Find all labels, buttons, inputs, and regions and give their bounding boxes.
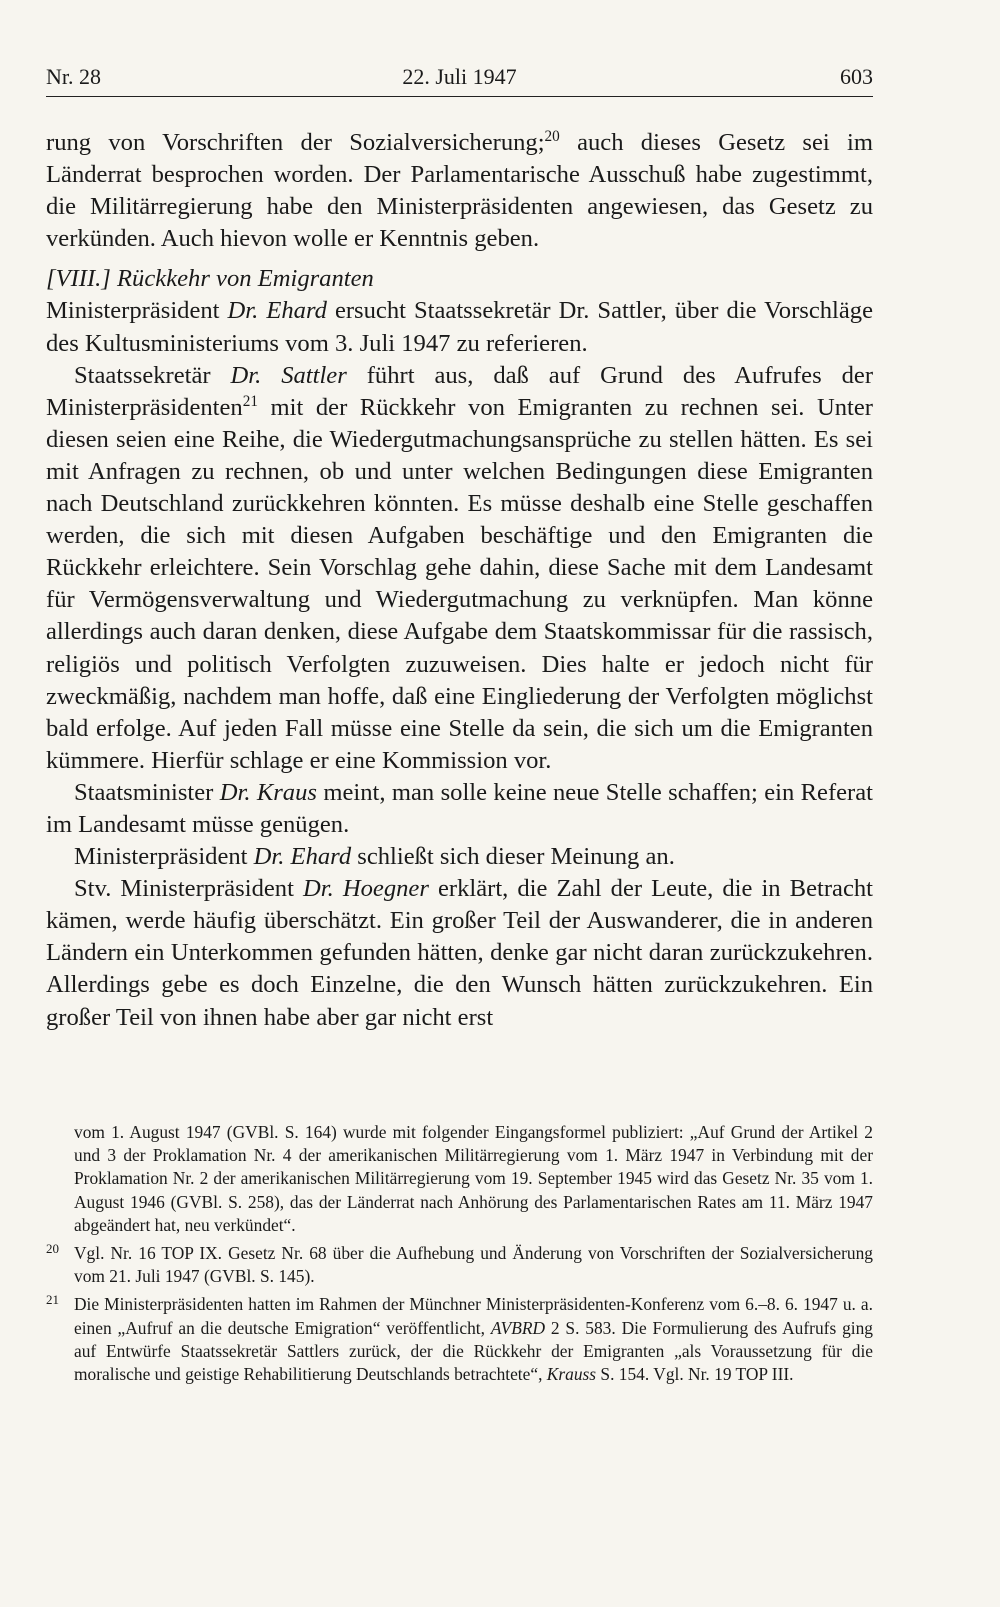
person-name: Dr. Hoegner	[303, 875, 429, 903]
footnote-ref-21[interactable]: 21	[242, 392, 258, 410]
footnote-number: 20	[46, 1241, 59, 1257]
header-date: 22. Juli 1947	[402, 64, 517, 89]
person-name: Dr. Ehard	[253, 843, 352, 871]
footnote-20: 20 Vgl. Nr. 16 TOP IX. Gesetz Nr. 68 über die Aufhebung und Änderung von Vorschriften der Sozialversicherung vom 21. Juli 1947 (GVBl. S. 145).	[46, 1242, 873, 1288]
person-name: Dr. Kraus	[219, 778, 317, 806]
section-heading	[46, 263, 873, 295]
footnotes	[46, 1121, 873, 1386]
page-number: 603	[840, 64, 873, 89]
paragraph: Staatsminister Dr. Kraus meint, man solle keine neue Stelle schaffen; ein Referat im Landesamt müsse genügen.	[46, 778, 873, 838]
running-header	[46, 60, 873, 97]
section-number: [VIII.]	[46, 265, 111, 293]
footnote-number: 21	[46, 1292, 59, 1308]
footnote-21: 21 Die Ministerpräsidenten hatten im Rahmen der Münchner Ministerpräsidenten-Konferenz vom 6.–8. 6. 1947 u. a. einen „Aufruf an die deutsche Emigration“ veröffentlicht, AVBRD 2 S. 583. Die Formulierung des Aufrufs ging auf Entwürfe Staatssekretär Sattlers zurück, der die Rückkehr der Emigranten „als Voraussetzung für die moralische und geistige Rehabilitierung Deutschlands betrachtete“, Krauss S. 154. Vgl. Nr. 19 TOP III.	[46, 1293, 873, 1386]
section-title: Rückkehr von Emigranten	[110, 265, 374, 293]
citation-abbrev: AVBRD	[490, 1317, 546, 1338]
paragraph: rung von Vorschriften der Sozialversicherung;$^{20}$ auch dieses Gesetz sei im Länderrat besprochen worden. Der Parlamentarische Ausschuß habe zugestimmt, die Militärregierung habe den Ministerpräsidenten angewiesen, das Gesetz zu verkünden. Auch hievon wolle er Kenntnis geben.	[46, 127, 873, 253]
main-text	[46, 127, 873, 1034]
paragraph: Ministerpräsident Dr. Ehard ersucht Staatssekretär Dr. Sattler, über die Vorschläge des Kultusministeriums vom 3. Juli 1947 zu referieren.	[46, 297, 873, 357]
paragraph: Stv. Ministerpräsident Dr. Hoegner erklärt, die Zahl der Leute, die in Betracht kämen, werde häufig überschätzt. Ein großer Teil der Auswanderer, die in anderen Ländern ein Unterkommen gefunden hätten, denke gar nicht daran zurückzukehren. Allerdings gebe es doch Einzelne, die den Wunsch hätten zurückzukehren. Ein großer Teil von ihnen habe aber gar nicht erst	[46, 875, 873, 1031]
citation-author: Krauss	[546, 1364, 597, 1385]
footnote-continuation: vom 1. August 1947 (GVBl. S. 164) wurde mit folgender Eingangsformel publiziert: „Auf Grund der Artikel 2 und 3 der Proklamation Nr. 4 der amerikanischen Militärregierung vom 1. März 1947 in Verbindung mit der Proklamation Nr. 2 der amerikanischen Militärregierung vom 19. September 1945 wird das Gesetz Nr. 35 vom 1. August 1946 (GVBl. S. 258), das der Länderrat nach Anhörung des Parlamentarischen Rates am 11. März 1947 abgeändert hat, neu verkündet“.	[74, 1122, 873, 1235]
person-name: Dr. Ehard	[227, 297, 327, 325]
issue-number: Nr. 28	[46, 64, 101, 89]
paragraph: Ministerpräsident Dr. Ehard schließt sich dieser Meinung an.	[74, 843, 675, 871]
person-name: Dr. Sattler	[230, 361, 347, 389]
footnote-ref-20[interactable]: 20	[544, 127, 560, 145]
paragraph: Staatssekretär Dr. Sattler führt aus, daß auf Grund des Aufrufes der Ministerpräsidenten$^{21}$ mit der Rückkehr von Emigranten zu rechnen sei. Unter diesen seien eine Reihe, die Wiedergutmachungsansprüche zu stellen hätten. Es sei mit Anfragen zu rechnen, ob und unter welchen Bedingungen diese Emigranten nach Deutschland zurückkehren könnten. Es müsse deshalb eine Stelle geschaffen werden, die sich mit diesen Aufgaben beschäftige und den Emigranten die Rückkehr erleichtere. Sein Vorschlag gehe dahin, diese Sache mit dem Landesamt für Vermögensverwaltung und Wiedergutmachung zu verknüpfen. Man könne allerdings auch daran denken, diese Aufgabe dem Staatskommissar für die rassisch, religiös und politisch Verfolgten zuzuweisen. Dies halte er jedoch nicht für zweckmäßig, nachdem man hoffe, daß eine Eingliederung der Verfolgten möglichst bald erfolge. Auf jeden Fall müsse eine Stelle da sein, die sich um die Emigranten kümmere. Hierfür schlage er eine Kommission vor.	[46, 361, 874, 774]
